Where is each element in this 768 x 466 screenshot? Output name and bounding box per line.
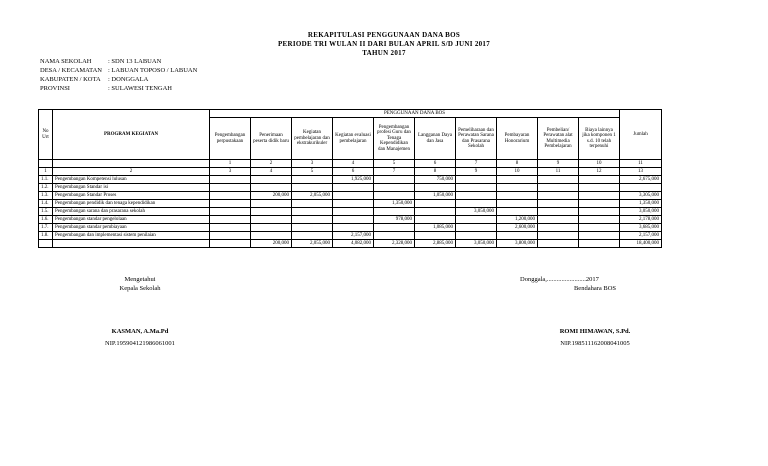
total-cell: 3,050,000 — [456, 240, 497, 248]
table-row — [39, 232, 662, 240]
amount-cell — [538, 216, 579, 224]
amount-cell — [251, 216, 292, 224]
amount-cell: 750,000 — [415, 176, 456, 184]
amount-cell — [538, 232, 579, 240]
row-number: 1.6. — [39, 216, 53, 224]
acknowledged-label: Mengetahui — [124, 276, 156, 283]
info-value: : DONGGALA — [108, 76, 149, 83]
row-number: 1.8. — [39, 232, 53, 240]
total-cell: 3,800,000 — [497, 240, 538, 248]
amount-cell — [210, 232, 251, 240]
row-total: 2,178,000 — [620, 216, 662, 224]
column-index: 3 — [210, 168, 251, 176]
no-header: No Urt — [39, 110, 53, 160]
column-index: 8 — [415, 168, 456, 176]
info-label: PROVINSI — [40, 85, 70, 92]
amount-cell — [579, 216, 620, 224]
amount-cell — [415, 232, 456, 240]
row-total: 3,050,000 — [620, 208, 662, 216]
amount-cell — [579, 184, 620, 192]
row-total: 2,675,000 — [620, 176, 662, 184]
column-index: 11 — [538, 168, 579, 176]
amount-cell — [497, 208, 538, 216]
amount-cell — [456, 216, 497, 224]
column-index: 5 — [292, 168, 333, 176]
column-number: 4 — [333, 160, 374, 168]
info-village — [40, 67, 197, 74]
column-index: 6 — [333, 168, 374, 176]
amount-cell — [456, 192, 497, 200]
index-program: 2 — [53, 168, 210, 176]
amount-cell — [210, 200, 251, 208]
row-total: 2,157,000 — [620, 232, 662, 240]
amount-cell — [497, 176, 538, 184]
column-header: Pengembangan perpustakaan — [210, 118, 251, 160]
amount-cell — [538, 208, 579, 216]
document-year: TAHUN 2017 — [362, 49, 406, 57]
amount-cell — [374, 192, 415, 200]
amount-cell — [292, 232, 333, 240]
table-row — [39, 208, 662, 216]
amount-cell — [251, 232, 292, 240]
amount-cell — [251, 200, 292, 208]
row-number: 1.3. — [39, 192, 53, 200]
amount-cell — [415, 184, 456, 192]
amount-cell — [497, 192, 538, 200]
amount-cell — [497, 232, 538, 240]
row-number: 1.2. — [39, 184, 53, 192]
column-number: 1 — [210, 160, 251, 168]
amount-cell — [579, 208, 620, 216]
amount-cell — [374, 232, 415, 240]
amount-cell: 2,600,000 — [497, 224, 538, 232]
amount-cell — [333, 224, 374, 232]
amount-cell — [374, 224, 415, 232]
program-name: Pengembangan dan implementasi sistem penilaian — [53, 232, 210, 240]
bos-recap-table — [38, 109, 662, 248]
amount-cell — [210, 192, 251, 200]
column-index: 9 — [456, 168, 497, 176]
row-number: 1.1. — [39, 176, 53, 184]
amount-cell: 978,000 — [374, 216, 415, 224]
amount-cell — [333, 200, 374, 208]
table-row — [39, 176, 662, 184]
amount-cell: 2,157,000 — [333, 232, 374, 240]
program-name: Pengembangan standar pengelolaan — [53, 216, 210, 224]
amount-cell — [251, 176, 292, 184]
amount-cell: 1,085,000 — [415, 224, 456, 232]
row-total: 3,305,000 — [620, 192, 662, 200]
column-index: 13 — [620, 168, 662, 176]
column-header: Biaya lainnya jika komponen 1 s.d. 10 telah terpenuhi — [579, 118, 620, 160]
total-cell: 2,055,000 — [292, 240, 333, 248]
amount-cell — [579, 176, 620, 184]
headmaster-nip: NIP.195904121986061001 — [105, 340, 175, 347]
amount-cell — [456, 232, 497, 240]
amount-cell — [415, 216, 456, 224]
amount-cell — [538, 192, 579, 200]
amount-cell — [538, 184, 579, 192]
index-no: 1 — [39, 168, 53, 176]
info-label: DESA / KECAMATAN — [40, 67, 102, 74]
amount-cell — [292, 200, 333, 208]
info-value: : SULAWESI TENGAH — [108, 85, 172, 92]
column-header: Jumlah — [620, 110, 662, 160]
row-total: 1,350,000 — [620, 200, 662, 208]
amount-cell — [292, 208, 333, 216]
amount-cell — [292, 216, 333, 224]
amount-cell — [292, 224, 333, 232]
amount-cell: 1,925,000 — [333, 176, 374, 184]
column-header: Pemeliharaan dan Perawatan Sarana dan Prasarana Sekolah — [456, 118, 497, 160]
amount-cell — [210, 184, 251, 192]
amount-cell — [251, 224, 292, 232]
amount-cell — [210, 208, 251, 216]
total-cell: 4,082,000 — [333, 240, 374, 248]
amount-cell — [456, 176, 497, 184]
amount-cell — [374, 176, 415, 184]
amount-cell — [292, 184, 333, 192]
program-header: PROGRAM KEGIATAN — [53, 110, 210, 160]
grand-total: 18,400,000 — [620, 240, 662, 248]
treasurer-nip: NIP.198511162008041005 — [560, 340, 630, 347]
amount-cell — [333, 208, 374, 216]
table-body — [39, 176, 662, 240]
total-cell: 200,000 — [251, 240, 292, 248]
total-cell: 2,885,000 — [415, 240, 456, 248]
table-row — [39, 200, 662, 208]
row-number: 1.5. — [39, 208, 53, 216]
column-header: Kegiatan evaluasi pembelajaran — [333, 118, 374, 160]
amount-cell — [210, 216, 251, 224]
amount-cell — [333, 192, 374, 200]
amount-cell — [579, 192, 620, 200]
column-number: 9 — [538, 160, 579, 168]
column-header: Pembayaran Honorarium — [497, 118, 538, 160]
amount-cell — [579, 224, 620, 232]
column-number: 11 — [620, 160, 662, 168]
document-title: REKAPITULASI PENGGUNAAN DANA BOS — [307, 31, 461, 39]
column-number: 7 — [456, 160, 497, 168]
total-cell — [538, 240, 579, 248]
table-row — [39, 216, 662, 224]
amount-cell: 1,050,000 — [415, 192, 456, 200]
date-place: Donggala,........................2017 — [520, 276, 599, 283]
amount-cell — [456, 200, 497, 208]
column-header: Kegiatan pembelajaran dan ekstrakurikuler — [292, 118, 333, 160]
amount-cell — [497, 200, 538, 208]
amount-cell — [456, 184, 497, 192]
group-header: PENGGUNAAN DANA BOS — [210, 110, 620, 118]
total-cell — [579, 240, 620, 248]
column-header: Penerimaan peserta didik baru — [251, 118, 292, 160]
program-name: Pengembangan Kompetensi lulusan — [53, 176, 210, 184]
column-index: 7 — [374, 168, 415, 176]
table-row — [39, 184, 662, 192]
amount-cell — [292, 176, 333, 184]
column-index: 4 — [251, 168, 292, 176]
row-number: 1.4. — [39, 200, 53, 208]
amount-cell: 1,200,000 — [497, 216, 538, 224]
total-cell: 2,328,000 — [374, 240, 415, 248]
amount-cell — [415, 208, 456, 216]
amount-cell — [538, 176, 579, 184]
row-number: 1.7. — [39, 224, 53, 232]
amount-cell — [579, 232, 620, 240]
amount-cell — [333, 216, 374, 224]
info-regency — [40, 76, 148, 83]
column-number: 10 — [579, 160, 620, 168]
info-label: NAMA SEKOLAH — [40, 58, 92, 65]
column-header: Pembelian/ Perawatan alat Multimedia Pembelajaran — [538, 118, 579, 160]
amount-cell: 3,050,000 — [456, 208, 497, 216]
column-number: 8 — [497, 160, 538, 168]
program-name: Pengembangan standar pembiayaan — [53, 224, 210, 232]
total-cell — [210, 240, 251, 248]
amount-cell: 200,000 — [251, 192, 292, 200]
amount-cell — [579, 200, 620, 208]
amount-cell — [456, 224, 497, 232]
column-header: Langganan Daya dan Jasa — [415, 118, 456, 160]
amount-cell — [251, 184, 292, 192]
treasurer-name: ROMI HIMAWAN, S.Pd. — [559, 328, 631, 335]
column-header: Pengembangan profesi Guru dan Tenaga Kependidikan dan Manajemen — [374, 118, 415, 160]
document-period: PERIODE TRI WULAN II DARI BULAN APRIL S/D JUNI 2017 — [277, 40, 491, 48]
info-value: : SDN 13 LABUAN — [108, 58, 162, 65]
info-label: KABUPATEN / KOTA — [40, 76, 101, 83]
column-number: 2 — [251, 160, 292, 168]
program-name: Pengembangan Standar Proses — [53, 192, 210, 200]
table-row — [39, 224, 662, 232]
column-number: 6 — [415, 160, 456, 168]
column-index: 10 — [497, 168, 538, 176]
amount-cell — [538, 200, 579, 208]
info-school — [40, 58, 161, 65]
row-total: 3,685,000 — [620, 224, 662, 232]
amount-cell — [415, 200, 456, 208]
totals-row — [39, 240, 662, 248]
headmaster-name: KASMAN, A.Ma.Pd — [111, 328, 169, 335]
program-name: Pengembangan pendidik dan tenaga kependidikan — [53, 200, 210, 208]
table-row — [39, 192, 662, 200]
amount-cell — [497, 184, 538, 192]
treasurer-label: Bendahara BOS — [573, 285, 617, 292]
column-number: 3 — [292, 160, 333, 168]
column-number: 5 — [374, 160, 415, 168]
amount-cell — [538, 224, 579, 232]
program-name: Pengembangan Standar isi — [53, 184, 210, 192]
amount-cell — [210, 176, 251, 184]
amount-cell: 2,055,000 — [292, 192, 333, 200]
row-total — [620, 184, 662, 192]
amount-cell — [374, 184, 415, 192]
headmaster-label: Kepala Sekolah — [119, 285, 161, 292]
amount-cell — [251, 208, 292, 216]
amount-cell — [333, 184, 374, 192]
info-value: : LABUAN TOPOSO / LABUAN — [108, 67, 198, 74]
program-name: Pengembangan sarana dan prasarana sekolah — [53, 208, 210, 216]
amount-cell — [210, 224, 251, 232]
amount-cell: 1,350,000 — [374, 200, 415, 208]
column-index: 12 — [579, 168, 620, 176]
column-index-row — [39, 168, 662, 176]
amount-cell — [374, 208, 415, 216]
column-number-row — [39, 160, 662, 168]
info-province — [40, 85, 172, 92]
